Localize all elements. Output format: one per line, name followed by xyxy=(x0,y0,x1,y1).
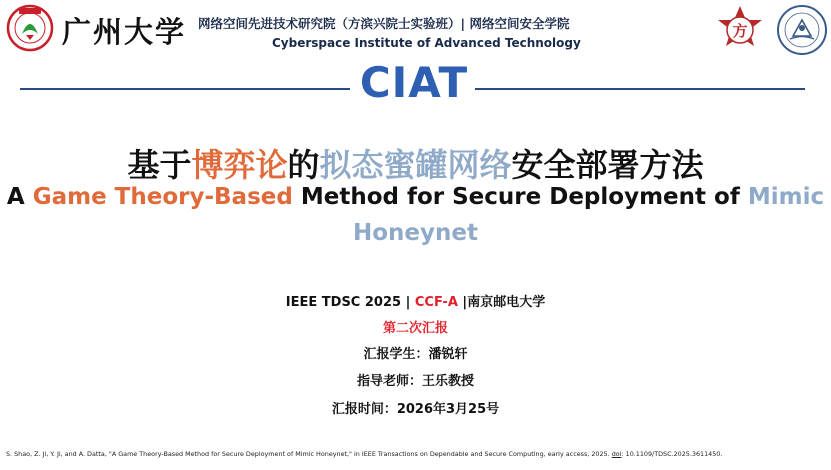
institute-main: 网络空间先进技术研究院 xyxy=(198,16,336,31)
citation-text: S. Shao, Z. Ji, Y. Ji, and A. Datta, "A Game Theory-Based Method for Secure Deployment of Mimic Honeynet," in IEEE Transactions on Dependable and Secure Computing, early access, 2025. xyxy=(6,450,612,458)
ccf-rank-badge: CCF-A xyxy=(414,295,458,310)
citation-footer xyxy=(6,450,722,458)
institute-name-cn xyxy=(198,14,569,32)
presenter-line: 汇报学生：潘锐轩 xyxy=(363,347,468,362)
institute-paren: （方滨兴院士实验班） xyxy=(335,16,461,31)
ciat-logo: CIAT xyxy=(359,58,469,107)
institute-name-en: Cyberspace Institute of Advanced Technology xyxy=(272,36,581,50)
doi-link[interactable]: doi xyxy=(611,450,622,458)
title-chinese xyxy=(0,140,831,186)
institute-tail: | 网络空间安全学院 xyxy=(460,16,570,31)
title-cn-part4: 拟态蜜罐网络 xyxy=(319,146,512,184)
title-en-part1: A xyxy=(6,184,33,210)
title-cn-part3: 的 xyxy=(287,146,320,184)
title-cn-part5: 安全部署方法 xyxy=(511,146,704,184)
title-en-part3: Method for Secure Deployment of xyxy=(292,184,748,210)
citation-doi: : 10.1109/TDSC.2025.3611450. xyxy=(621,450,723,458)
report-round: 第二次汇报 xyxy=(382,321,448,336)
title-cn-part2: 博弈论 xyxy=(191,146,288,184)
header-divider-left xyxy=(20,88,350,90)
academician-seal-icon xyxy=(714,4,766,56)
venue-line xyxy=(0,291,831,310)
venue-sep1: | xyxy=(401,295,415,310)
header-divider-right xyxy=(475,88,805,90)
university-calligraphy-logo: 广州大学 xyxy=(62,15,187,49)
title-english-line1 xyxy=(0,184,831,210)
affiliation: 南京邮电大学 xyxy=(467,295,546,310)
title-en-part4: Mimic xyxy=(747,184,825,210)
seal-char: 方 xyxy=(732,22,748,40)
venue: IEEE TDSC 2025 xyxy=(285,295,402,310)
date-line: 汇报时间：2026年3月25号 xyxy=(331,402,500,417)
university-emblem-icon xyxy=(6,4,54,52)
title-en-part2: Game Theory-Based xyxy=(32,184,293,210)
venue-sep2: | xyxy=(457,295,468,310)
school-seal-icon xyxy=(776,4,828,56)
advisor-line: 指导老师：王乐教授 xyxy=(356,374,474,389)
title-english-line2: Honeynet xyxy=(353,220,478,246)
title-cn-part1: 基于 xyxy=(127,146,192,184)
